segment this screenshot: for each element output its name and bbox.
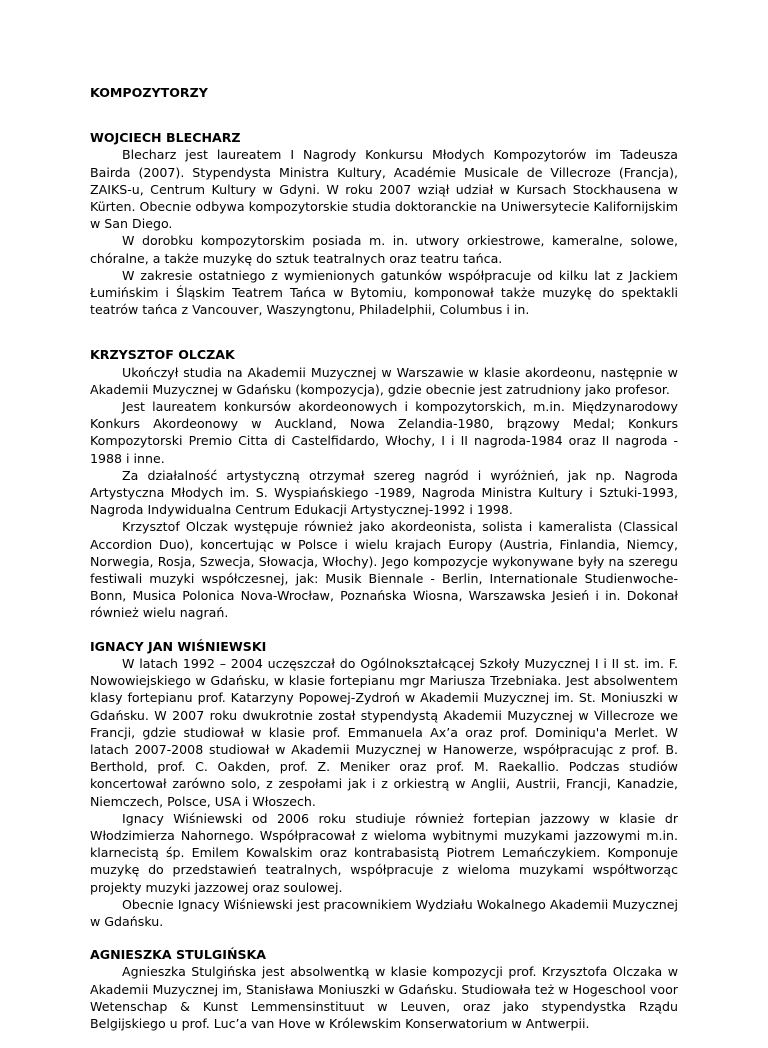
section-wojciech-blecharz: [90, 129, 678, 318]
paragraph: Agnieszka Stulgińska jest absolwentką w klasie kompozycji prof. Krzysztofa Olczaka w Akademii Muzycznej im, Stanisława Moniuszki w Gdańsku. Studiowała też w Hogeschool voor Wetenschap & Kunst Lemmensinstituut w Leuven, oraz jako stypendystka Rządu Belgijskiego u prof. Luc’a van Hove w Królewskim Konserwatorium w Antwerpii.: [90, 964, 678, 1031]
paragraph: Jest laureatem konkursów akordeonowych i kompozytorskich, m.in. Międzynarodowy Konkurs Akordeonowy w Auckland, Nowa Zelandia-1980, brązowy Medal; Konkurs Kompozytorski Premio Citta di Castelfidardo, Włochy, I i II nagroda-1984 oraz II nagroda - 1988 i inne.: [90, 399, 678, 466]
paragraph: Ukończył studia na Akademii Muzycznej w Warszawie w klasie akordeonu, następnie w Akademii Muzycznej w Gdańsku (kompozycja), gdzie obecnie jest zatrudniony jako profesor.: [90, 364, 678, 397]
paragraph: Ignacy Wiśniewski od 2006 roku studiuje również fortepian jazzowy w klasie dr Włodzimierza Nahornego. Współpracował z wieloma wybitnymi muzykami jazzowymi m.in. klarnecistą śp. Emilem Kowalskim oraz kontrabasistą Piotrem Lemańczykiem. Komponuje muzykę do przedstawień teatralnych, współpracuje z wieloma muzykami współtworząc projekty muzyki jazzowej oraz soulowej.: [90, 810, 678, 895]
section-heading: AGNIESZKA STULGIŃSKA: [90, 947, 267, 963]
section-heading: KRZYSZTOF OLCZAK: [90, 347, 235, 363]
section-heading: WOJCIECH BLECHARZ: [90, 130, 241, 146]
section-heading: IGNACY JAN WIŚNIEWSKI: [90, 638, 267, 654]
document-title: KOMPOZYTORZY: [90, 85, 208, 100]
paragraph: Blecharz jest laureatem I Nagrody Konkursu Młodych Kompozytorów im Tadeusza Bairda (2007). Stypendysta Ministra Kultury, Académie Musicale de Villecroze (Francja), ZAIKS-u, Centrum Kultury w Gdyni. W roku 2007 wziął udział w Kursach Stockhausena w Kürten. Obecnie odbywa kompozytorskie studia doktoranckie na Uniwersytecie Kalifornijskim w San Diego.: [90, 147, 678, 232]
paragraph: W latach 1992 – 2004 uczęszczał do Ogólnokształcącej Szkoły Muzycznej I i II st. im. F. Nowowiejskiego w Gdańsku, w klasie fortepianu mgr Mariusza Trzebniaka. Jest absolwentem klasy fortepianu prof. Katarzyny Popowej-Zydroń w Akademii Muzycznej im. St. Moniuszki w Gdańsku. W 2007 roku dwukrotnie został stypendystą Akademii Muzycznej w Villecroze we Francji, gdzie studiował w klasie prof. Emmanuela Ax’a oraz prof. Dominiqu'a Merlet. W latach 2007-2008 studiował w Akademii Muzycznej w Hanowerze, współpracując z prof. B. Berthold, prof. C. Oakden, prof. Z. Meniker oraz prof. M. Raekallio. Podczas studiów koncertował zarówno solo, z zespołami jak i z orkiestrą w Anglii, Austrii, Francji, Kanadzie, Niemczech, Polsce, USA i Włoszech.: [90, 655, 678, 809]
paragraph: W zakresie ostatniego z wymienionych gatunków współpracuje od kilku lat z Jackiem Łumińskim i Śląskim Teatrem Tańca w Bytomiu, komponował także muzykę do spektakli teatrów tańca z Vancouver, Waszyngtonu, Philadelphii, Columbus i in.: [90, 267, 678, 318]
section-krzysztof-olczak: [90, 346, 678, 621]
section-agnieszka-stulginska: [90, 946, 678, 1032]
section-ignacy-jan-wisniewski: [90, 638, 678, 930]
paragraph: W dorobku kompozytorskim posiada m. in. utwory orkiestrowe, kameralne, solowe, chóralne, a także muzykę do sztuk teatralnych oraz teatru tańca.: [90, 233, 678, 266]
paragraph: Krzysztof Olczak występuje również jako akordeonista, solista i kameralista (Classical Accordion Duo), koncertując w Polsce i wielu krajach Europy (Austria, Finlandia, Niemcy, Norwegia, Rosja, Szwecja, Słowacja, Włochy). Jego kompozycje wykonywane były na szeregu festiwali muzyki współczesnej, jak: Musik Biennale - Berlin, Internationale Studienwoche-Bonn, Musica Polonica Nova-Wrocław, Poznańska Wiosna, Warszawska Jesień i in. Dokonał również wielu nagrań.: [90, 519, 678, 621]
document-page: [90, 84, 678, 1048]
paragraph: Obecnie Ignacy Wiśniewski jest pracownikiem Wydziału Wokalnego Akademii Muzycznej w Gdańsku.: [90, 896, 678, 929]
paragraph: Za działalność artystyczną otrzymał szereg nagród i wyróżnień, jak np. Nagroda Artystyczna Młodych im. S. Wyspiańskiego -1989, Nagroda Ministra Kultury i Sztuki-1993, Nagroda Indywidualna Centrum Edukacji Artystycznej-1992 i 1998.: [90, 467, 678, 518]
